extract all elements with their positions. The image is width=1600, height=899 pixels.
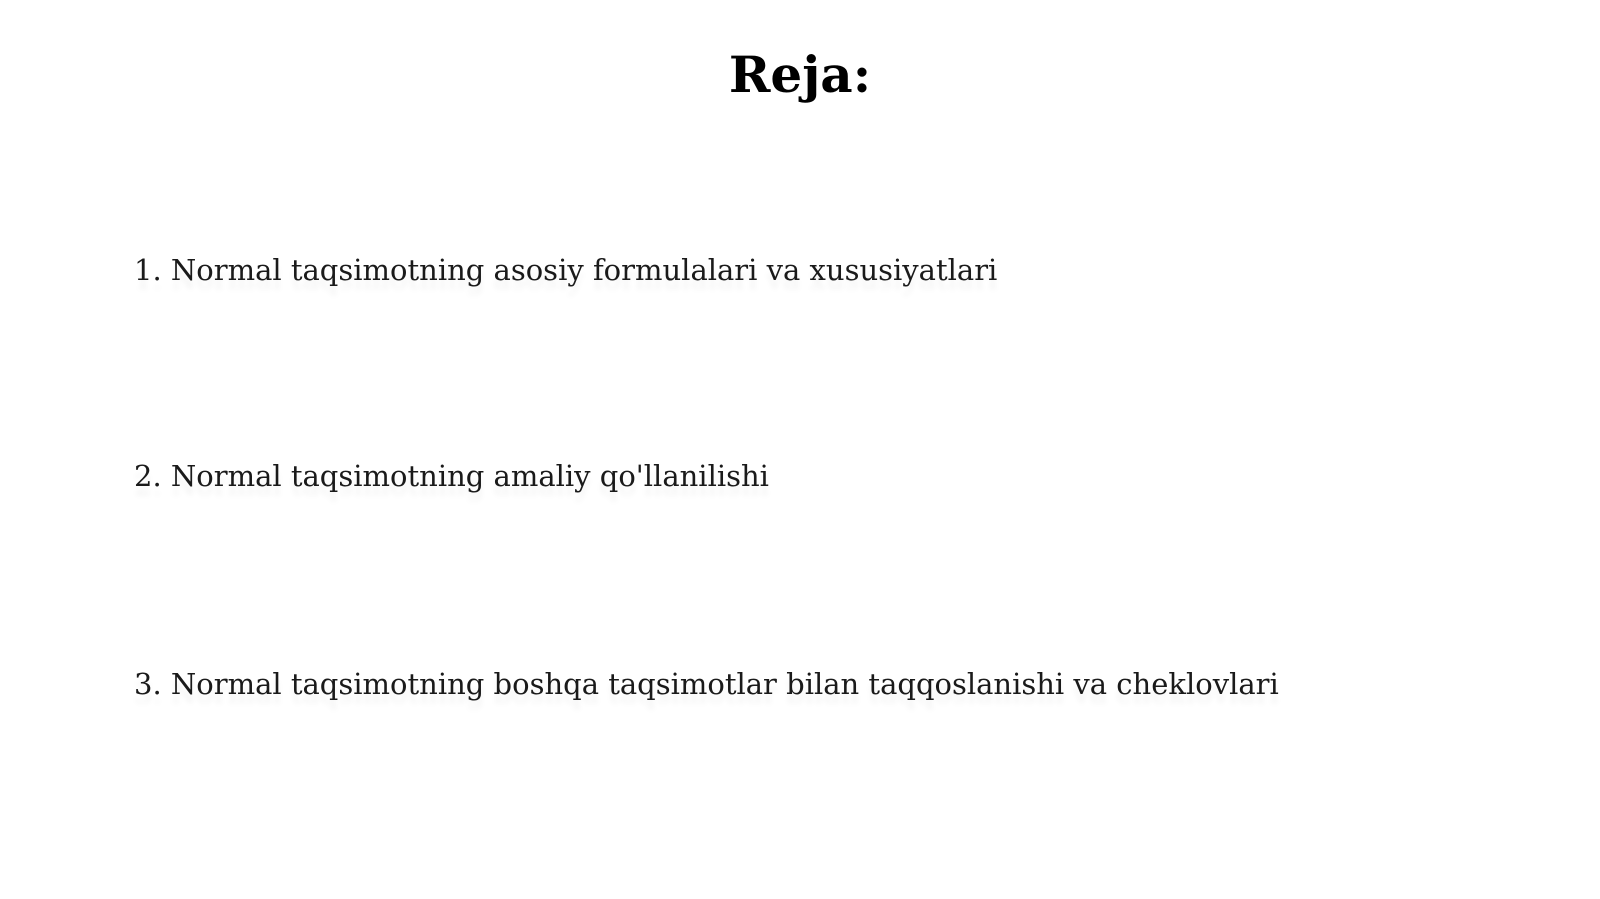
- plan-item-3: 3. Normal taqsimotning boshqa taqsimotlar bilan taqqoslanishi va cheklovlari: [134, 667, 1279, 701]
- plan-item-1: 1. Normal taqsimotning asosiy formulalari va xususiyatlari: [134, 253, 998, 287]
- plan-item-2: 2. Normal taqsimotning amaliy qo'llanilishi: [134, 459, 769, 493]
- slide-title: Reja:: [728, 45, 872, 104]
